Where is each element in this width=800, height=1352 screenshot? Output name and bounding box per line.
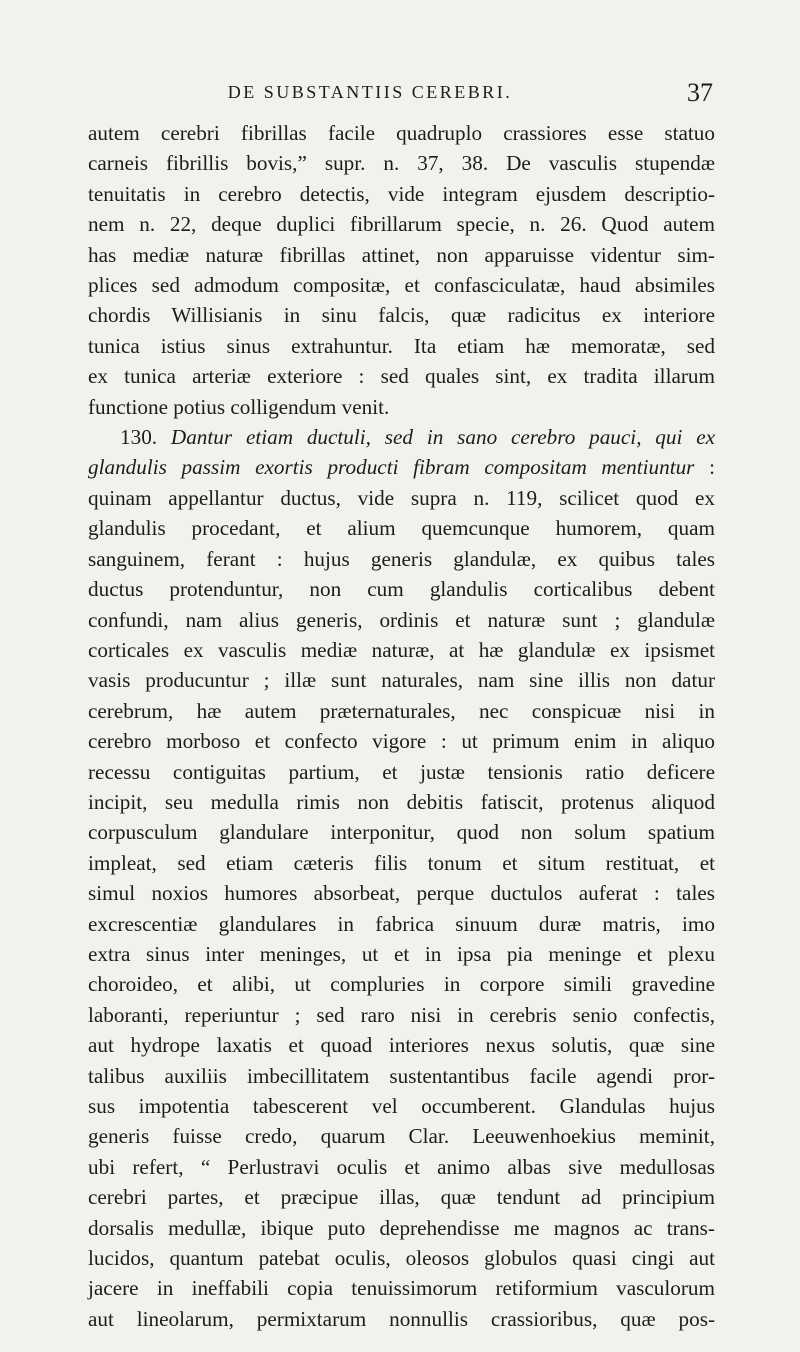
text-line: lucidos, quantum patebat oculis, oleosos globulos quasi cingi aut xyxy=(88,1246,715,1271)
text-line: excrescentiæ glandulares in fabrica sinuum duræ matris, imo xyxy=(88,911,715,936)
text-line: simul noxios humores absorbeat, perque ductulos auferat : tales xyxy=(88,881,715,906)
italic-text: Dantur etiam ductuli, sed in sano cerebro pauci, qui ex xyxy=(170,425,716,450)
text-line: cerebro morboso et confecto vigore : ut primum enim in aliquo xyxy=(88,729,715,754)
paragraph-130-line-2 xyxy=(88,452,715,482)
text-line: aut lineolarum, permixtarum nonnullis crassioribus, quæ pos- xyxy=(88,1306,715,1331)
text-line: carneis fibrillis bovis,” supr. n. 37, 38. De vasculis stupendæ xyxy=(88,151,715,176)
text-line: jacere in ineffabili copia tenuissimorum retiformium vasculorum xyxy=(88,1276,715,1301)
text-line: sanguinem, ferant : hujus generis glandulæ, ex quibus tales xyxy=(88,546,715,571)
text-line: incipit, seu medulla rimis non debitis fatiscit, protenus aliquod xyxy=(88,789,715,814)
page-header xyxy=(0,78,800,108)
text-line: recessu contiguitas partium, et justæ tensionis ratio deficere xyxy=(88,759,715,784)
italic-text: glandulis passim exortis producti fibram compositam mentiuntur xyxy=(88,455,695,480)
text-line: laboranti, reperiuntur ; sed raro nisi in cerebris senio confectis, xyxy=(88,1002,715,1027)
page-number: 37 xyxy=(687,78,713,107)
text-line: glandulis procedant, et alium quemcunque humorem, quam xyxy=(88,516,715,541)
text-line: cerebrum, hæ autem præternaturales, nec conspicuæ nisi in xyxy=(88,698,715,723)
text-line: ex tunica arteriæ exteriore : sed quales sint, ex tradita illarum xyxy=(88,364,715,389)
colon: : xyxy=(694,455,715,480)
running-title: DE SUBSTANTIIS CEREBRI. xyxy=(227,82,513,102)
text-line: quinam appellantur ductus, vide supra n. 119, scilicet quod ex xyxy=(88,485,715,510)
text-line: chordis Willisianis in sinu falcis, quæ radicitus ex interiore xyxy=(88,303,715,328)
text-line: vasis producuntur ; illæ sunt naturales, nam sine illis non datur xyxy=(88,668,715,693)
text-line: sus impotentia tabescerent vel occumberent. Glandulas hujus xyxy=(88,1094,715,1118)
text-line: talibus auxiliis imbecillitatem sustentantibus facile agendi pror- xyxy=(88,1063,715,1088)
text-line: corticales ex vasculis mediæ naturæ, at hæ glandulæ ex ipsismet xyxy=(88,637,715,662)
text-line: functione potius colligendum venit. xyxy=(88,394,390,419)
body-text xyxy=(88,118,715,1334)
paragraph-number: 130. xyxy=(120,425,158,450)
text-line: tenuitatis in cerebro detectis, vide integram ejusdem descriptio- xyxy=(88,181,715,206)
text-line: nem n. 22, deque duplici fibrillarum specie, n. 26. Quod autem xyxy=(88,212,715,237)
text-line: confundi, nam alius generis, ordinis et naturæ sunt ; glandulæ xyxy=(88,607,715,632)
text-line: generis fuisse credo, quarum Clar. Leeuwenhoekius meminit, xyxy=(88,1124,715,1149)
text-line: dorsalis medullæ, ibique puto deprehendisse me magnos ac trans- xyxy=(88,1215,715,1240)
text-line: aut hydrope laxatis et quoad interiores nexus solutis, quæ sine xyxy=(88,1033,715,1058)
text-line: choroideo, et alibi, ut compluries in corpore simili gravedine xyxy=(88,972,715,997)
text-line: has mediæ naturæ fibrillas attinet, non apparuisse videntur sim- xyxy=(88,242,715,267)
text-line: corpusculum glandulare interponitur, quod non solum spatium xyxy=(88,820,715,845)
text-line: ductus protenduntur, non cum glandulis corticalibus debent xyxy=(88,577,715,602)
text-line: extra sinus inter meninges, ut et in ipsa pia meninge et plexu xyxy=(88,941,715,966)
text-line: cerebri partes, et præcipue illas, quæ tendunt ad principium xyxy=(88,1185,715,1210)
text-line: plices sed admodum compositæ, et confasciculatæ, haud absimiles xyxy=(88,273,715,298)
paragraph-130-line-1 xyxy=(88,422,715,452)
text-line: impleat, sed etiam cæteris filis tonum et situm restituat, et xyxy=(88,850,715,875)
text-line: ubi refert, “ Perlustravi oculis et animo albas sive medullosas xyxy=(88,1154,715,1179)
text-line: autem cerebri fibrillas facile quadruplo crassiores esse statuo xyxy=(88,121,715,145)
text-line: tunica istius sinus extrahuntur. Ita etiam hæ memoratæ, sed xyxy=(88,333,715,358)
